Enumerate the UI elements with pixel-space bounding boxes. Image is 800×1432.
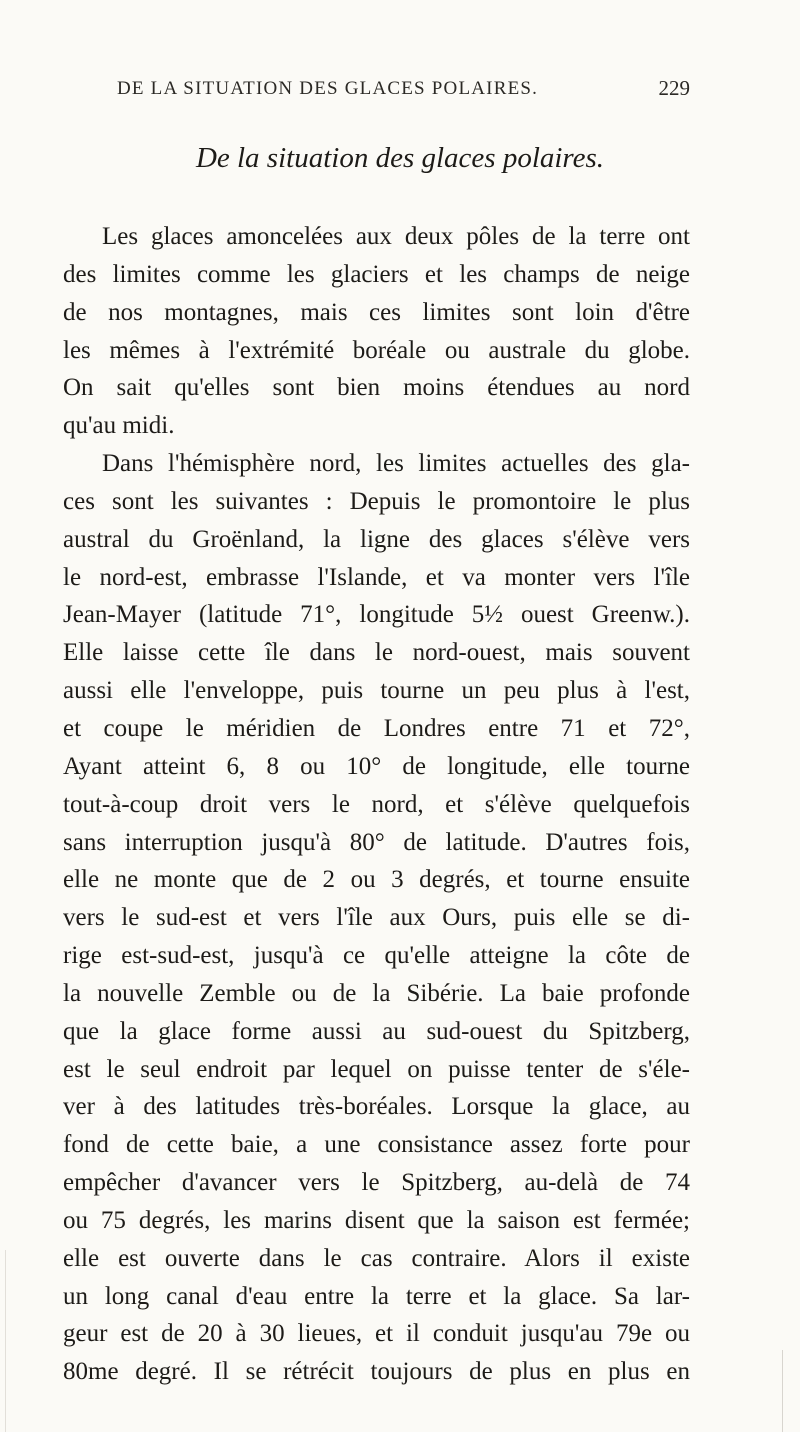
- text-line: et coupe le méridien de Londres entre 71 et 72°,: [63, 714, 690, 742]
- text-line: est le seul endroit par lequel on puisse tenter de s'éle-: [63, 1055, 690, 1083]
- text-line: elle est ouverte dans le cas contraire. Alors il existe: [63, 1244, 690, 1272]
- text-line: un long canal d'eau entre la terre et la glace. Sa lar-: [63, 1282, 690, 1310]
- text-line: qu'au midi.: [63, 412, 175, 440]
- text-line: que la glace forme aussi au sud-ouest du Spitzberg,: [63, 1017, 690, 1045]
- text-line: empêcher d'avancer vers le Spitzberg, au-delà de 74: [63, 1169, 690, 1197]
- page-edge-mark: [782, 1350, 783, 1432]
- text-line: Ayant atteint 6, 8 ou 10° de longitude, elle tourne: [63, 752, 690, 780]
- text-line: fond de cette baie, a une consistance assez forte pour: [63, 1131, 690, 1159]
- text-line: la nouvelle Zemble ou de la Sibérie. La baie profonde: [63, 979, 690, 1007]
- text-line: geur est de 20 à 30 lieues, et il conduit jusqu'au 79e ou: [63, 1320, 690, 1348]
- text-line: Dans l'hémisphère nord, les limites actuelles des gla-: [102, 450, 690, 478]
- body-text: [63, 218, 690, 1391]
- page-fold-line: [5, 1250, 6, 1432]
- text-line: Elle laisse cette île dans le nord-ouest, mais souvent: [63, 639, 690, 667]
- text-line: sans interruption jusqu'à 80° de latitude. D'autres fois,: [63, 828, 690, 856]
- text-line: ou 75 degrés, les marins disent que la saison est fermée;: [63, 1206, 690, 1234]
- section-title: De la situation des glaces polaires.: [195, 142, 605, 174]
- text-line: vers le sud-est et vers l'île aux Ours, puis elle se di-: [63, 904, 690, 932]
- text-line: Jean-Mayer (latitude 71°, longitude 5½ ouest Greenw.).: [63, 601, 690, 629]
- text-line: On sait qu'elles sont bien moins étendues au nord: [63, 374, 690, 402]
- text-line: aussi elle l'enveloppe, puis tourne un peu plus à l'est,: [63, 677, 690, 705]
- text-line: rige est-sud-est, jusqu'à ce qu'elle atteigne la côte de: [63, 942, 690, 970]
- text-line: 80me degré. Il se rétrécit toujours de plus en plus en: [63, 1358, 690, 1386]
- text-line: de nos montagnes, mais ces limites sont loin d'être: [63, 298, 690, 326]
- page-number: 229: [658, 76, 690, 100]
- text-line: ver à des latitudes très-boréales. Lorsque la glace, au: [63, 1093, 690, 1121]
- text-line: les mêmes à l'extrémité boréale ou australe du globe.: [63, 336, 690, 364]
- text-line: austral du Groënland, la ligne des glaces s'élève vers: [63, 525, 690, 553]
- text-line: Les glaces amoncelées aux deux pôles de la terre ont: [102, 223, 690, 250]
- text-line: le nord-est, embrasse l'Islande, et va monter vers l'île: [63, 563, 690, 591]
- text-line: tout-à-coup droit vers le nord, et s'élève quelquefois: [63, 790, 690, 818]
- text-line: des limites comme les glaciers et les champs de neige: [63, 260, 690, 288]
- running-title: DE LA SITUATION DES GLACES POLAIRES.: [117, 78, 539, 99]
- text-line: ces sont les suivantes : Depuis le promontoire le plus: [63, 487, 690, 515]
- text-line: elle ne monte que de 2 ou 3 degrés, et tourne ensuite: [63, 866, 690, 894]
